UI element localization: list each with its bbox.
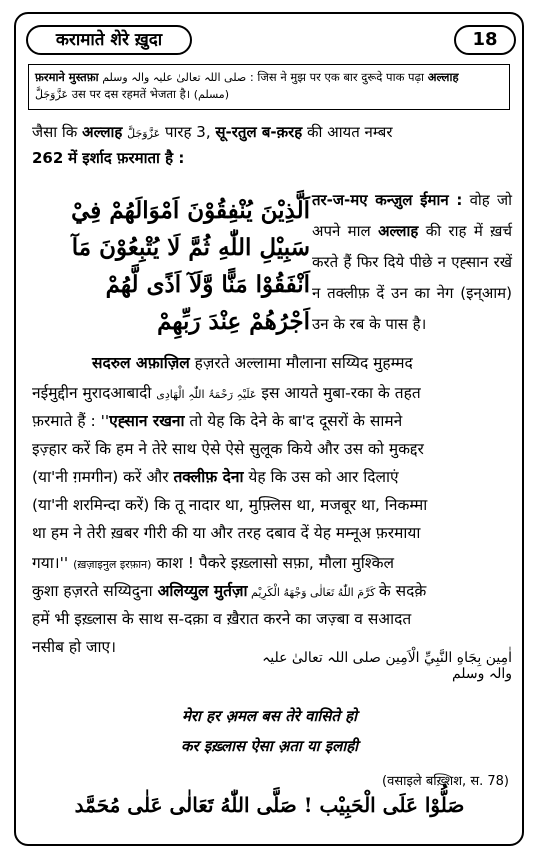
commentary-pre: हमें भी इख़्लास के साथ स-दक़ा व ख़ैरात करने का जज़्बा व सआदत	[32, 610, 412, 628]
arabic-verse-line: سَبِيْلِ اللّٰهِ ثُمَّ لَا يُتْبِعُوْنَ مَآ	[71, 234, 310, 261]
poem-source: (वसाइले बख़्शिश, स. 78)	[382, 774, 509, 789]
hadith-azza: عَزَّوَجَلَّ	[35, 88, 69, 101]
translation-block	[312, 185, 512, 340]
intro-allah: अल्लाह	[82, 123, 123, 141]
arabic-verse-line: اَجْرُهُمْ عِنْدَ رَبِّهِمْ	[157, 308, 310, 335]
ameen-dua: اٰمِين بِجَاهِ النَّبِيِّ الْاَمِين صلی اللہ تعالیٰ علیہ والہ وسلم	[262, 650, 512, 682]
commentary-line	[32, 382, 512, 406]
commentary-post: इस आयते मुबा-रका के तहत	[256, 384, 421, 402]
arabic-verse	[38, 192, 310, 342]
translation-t2: की राह में ख़र्च करते हैं फिर दिये पीछे न एह्सान रखें न तक्लीफ़ दें उन का नेग (इन्आम) उन के रब के पास है।	[312, 222, 512, 333]
hadith-ref: (مسلم)	[193, 88, 229, 101]
commentary-line	[32, 608, 512, 630]
commentary-pre: कुशा हज़रते सय्यिदुना	[32, 582, 158, 600]
arabic-verse-line: اَنْفَقُوْا مَنًّا وَّلَآ اَذًى لَّهُمْ	[105, 271, 310, 298]
book-title: करामाते शेरे ख़ुदा	[26, 25, 192, 55]
commentary-pre: गया।''	[32, 554, 74, 572]
translation-t1: वोह जो अपने माल	[312, 191, 512, 240]
intro-ayah-number: 262	[32, 149, 64, 167]
hadith-text: : जिस ने मुझ पर एक बार दुरूदे पाक पढ़ा	[249, 70, 425, 84]
commentary-bold: अलिय्युल मुर्तज़ा	[157, 582, 248, 600]
hadith-salutation: صلی اللہ تعالیٰ علیہ والہ وسلم	[102, 71, 247, 84]
commentary-post: तो येह कि देने के बा'द दूसरों के सामने	[184, 412, 403, 430]
poem-line: मेरा हर अ़मल बस तेरे वासिते हो	[181, 707, 358, 725]
commentary-pre: इज़्हार करें कि हम ने तेरे साथ ऐसे ऐसे सुलूक किये और उस को मुकद्दर	[32, 440, 424, 458]
commentary-arabic: كَرَّمَ اللّٰهُ تَعَالٰى وَجْهَهُ الْكَرِيْم	[247, 586, 379, 599]
commentary-line	[32, 410, 512, 432]
commentary-arabic: عَلَیْہِ رَحْمَۃُ اللّٰہِ الْھَادِی	[156, 388, 257, 401]
intro-surah: सू-रतुल ब-क़रह	[215, 123, 303, 141]
commentary-bold: एह्सान रखना	[109, 412, 185, 430]
commentary-pre: नसीब हो जाए।	[32, 638, 117, 656]
commentary-line	[32, 522, 512, 544]
page-number: 18	[454, 25, 516, 55]
commentary-pre: (या'नी शरमिन्दा करें) कि तू नादार था, मुफ़्लिस था, मजबूर था, निकम्मा	[32, 496, 428, 514]
hadith-lead: फ़रमाने मुस्तफ़ा	[35, 70, 99, 84]
commentary-line	[92, 352, 539, 374]
intro-p3: की आयत नम्बर	[307, 123, 393, 141]
translation-allah: अल्लाह	[378, 222, 419, 240]
arabic-verse-line: اَلَّذِيْنَ يُنْفِقُوْنَ اَمْوَالَهُمْ فِيْ	[71, 197, 310, 224]
commentary-line	[32, 494, 512, 516]
translation-label: तर-ज-मए कन्ज़ुल ईमान :	[312, 191, 463, 209]
commentary-pre: फ़रमाते हैं : ''	[32, 412, 110, 430]
poem-line: कर इख़्लास ऐसा अ़ता या इलाही	[180, 737, 359, 755]
commentary-line	[32, 580, 512, 604]
commentary-post: हज़रते अल्लामा मौलाना सय्यिद मुहम्मद	[189, 354, 413, 372]
commentary-bold: तक्लीफ़ देना	[173, 468, 244, 486]
intro-p2: पारह 3,	[165, 123, 211, 141]
intro-paragraph	[32, 120, 510, 170]
intro-p1: जैसा कि	[32, 123, 78, 141]
hadith-box	[28, 64, 510, 110]
commentary-line	[32, 438, 512, 460]
commentary-small: (ख़ज़ाइनुल इरफ़ान)	[73, 558, 152, 571]
intro-line2: में इर्शाद फ़रमाता है :	[68, 149, 185, 167]
durood-line: صَلُّوْا عَلَى الْحَبِيْب ! صَلَّى اللّٰهُ تَعَالٰى عَلٰى مُحَمَّد	[74, 793, 465, 817]
commentary-pre: (या'नी ग़मगीन) करें और	[32, 468, 174, 486]
commentary-post: येह कि उस को आर दिलाएं	[243, 468, 399, 486]
commentary-post: काश ! पैकरे इख़्लासो सफ़ा, मौला मुश्किल	[151, 554, 395, 572]
intro-azza: عَزَّوَجَلَّ	[127, 127, 161, 140]
hadith-allah: अल्लाह	[427, 70, 459, 84]
commentary-line	[32, 552, 512, 576]
commentary-pre: था हम ने तेरी ख़बर गीरी की या और तरह दबाव दें येह मम्नूअ फ़रमाया	[32, 524, 421, 542]
commentary-post: के सदक़े	[378, 582, 427, 600]
commentary-pre: नईमुद्दीन मुरादआबादी	[32, 384, 157, 402]
hadith-text2: उस पर दस रहमतें भेजता है।	[71, 87, 191, 101]
commentary-line	[32, 466, 512, 488]
commentary-bold: सदरुल अफ़ाज़िल	[92, 354, 190, 372]
